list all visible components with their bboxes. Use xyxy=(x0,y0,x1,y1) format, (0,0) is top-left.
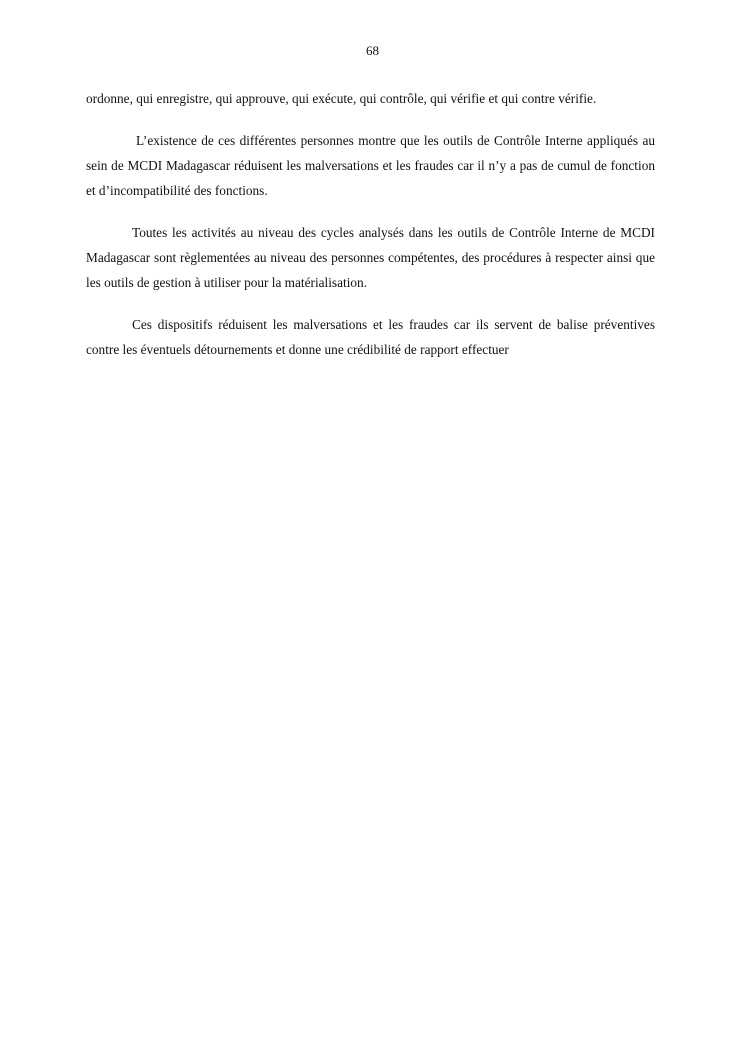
paragraph-4: Ces dispositifs réduisent les malversations et les fraudes car ils servent de balise préventives contre les éventuels détournements et donne une crédibilité de rapport effectuer xyxy=(86,317,655,357)
paragraph-2: L’existence de ces différentes personnes montre que les outils de Contrôle Interne appliqués au sein de MCDI Madagascar réduisent les malversations et les fraudes car il n’y a pas de cumul de fonction et d’incompatibilité des fonctions. xyxy=(86,133,655,198)
page-number: 68 xyxy=(366,43,379,58)
paragraph-1: ordonne, qui enregistre, qui approuve, qui exécute, qui contrôle, qui vérifie et qui contre vérifie. xyxy=(86,91,597,106)
body-text xyxy=(86,86,655,379)
paragraph-3: Toutes les activités au niveau des cycles analysés dans les outils de Contrôle Interne de MCDI Madagascar sont règlementées au niveau des personnes compétentes, des procédures à respecter ainsi que les outils de gestion à utiliser pour la matérialisation. xyxy=(86,225,655,290)
